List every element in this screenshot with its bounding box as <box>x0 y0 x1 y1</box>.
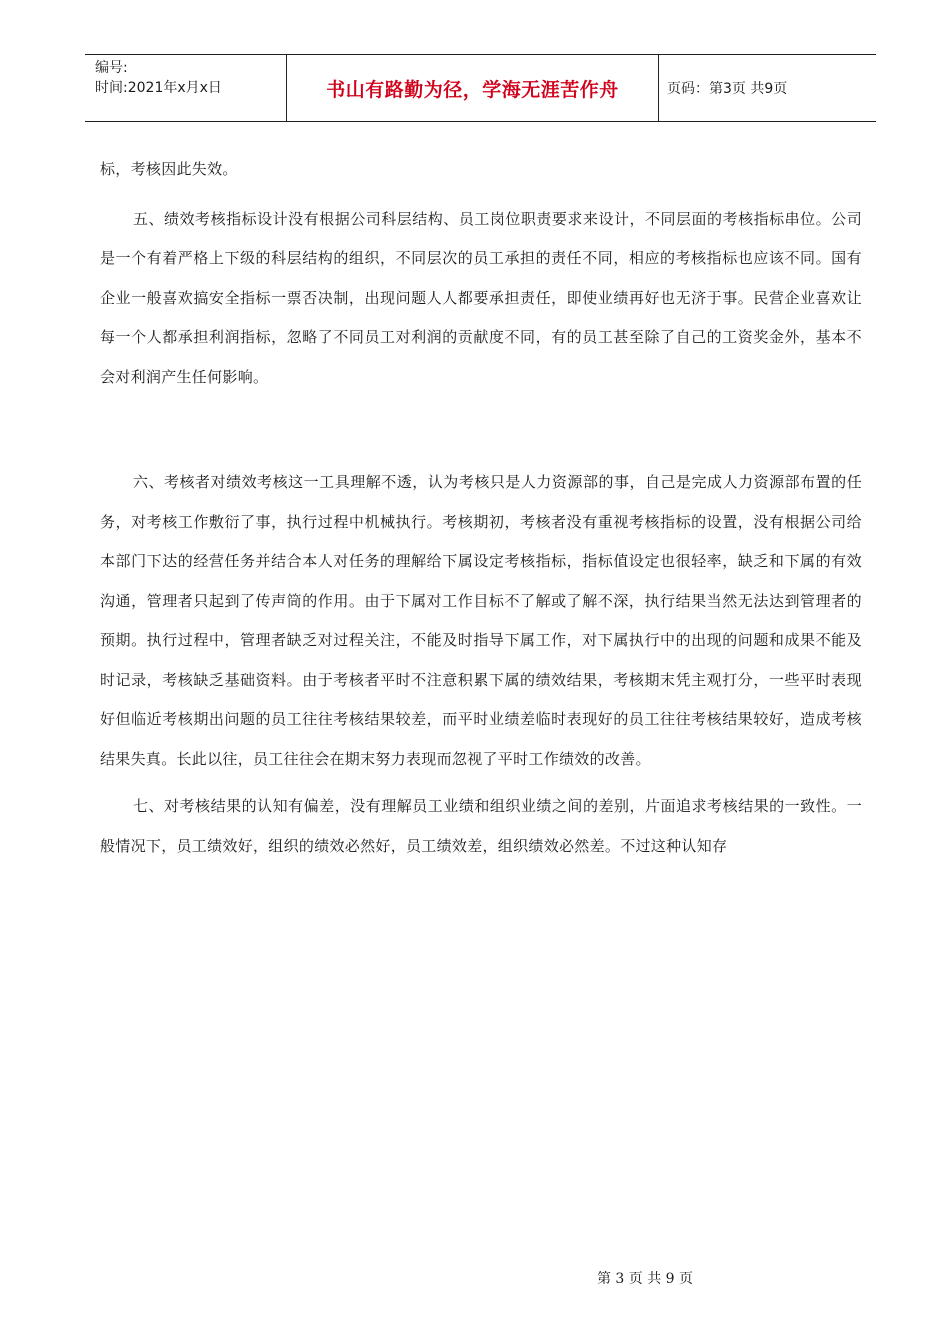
paragraph-section-6: 六、考核者对绩效考核这一工具理解不透，认为考核只是人力资源部的事，自己是完成人力资源部布置的任务，对考核工作敷衍了事，执行过程中机械执行。考核期初，考核者没有重视考核指标的设置，没有根据公司给本部门下达的经营任务并结合本人对任务的理解给下属设定考核指标，指标值设定也很轻率，缺乏和下属的有效沟通，管理者只起到了传声筒的作用。由于下属对工作目标不了解或了解不深，执行结果当然无法达到管理者的预期。执行过程中，管理者缺乏对过程关注，不能及时指导下属工作，对下属执行中的出现的问题和成果不能及时记录，考核缺乏基础资料。由于考核者平时不注意积累下属的绩效结果，考核期末凭主观打分，一些平时表现好但临近考核期出问题的员工往往考核结果较差，而平时业绩差临时表现好的员工往往考核结果较好，造成考核结果失真。长此以往，员工往往会在期末努力表现而忽视了平时工作绩效的改善。 <box>100 473 862 768</box>
page-header <box>85 54 876 122</box>
document-body <box>100 150 862 866</box>
header-info-cell <box>85 55 287 121</box>
document-number-label: 编号: <box>95 60 128 76</box>
header-motto: 书山有路勤为径，学海无涯苦作舟 <box>287 55 659 121</box>
header-page-code: 页码：第3页 共9页 <box>667 81 788 97</box>
document-time-label: 时间:2021年x月x日 <box>95 80 222 96</box>
paragraph-continuation: 标，考核因此失效。 <box>100 160 238 178</box>
paragraph-section-7: 七、对考核结果的认知有偏差，没有理解员工业绩和组织业绩之间的差别，片面追求考核结果的一致性。一般情况下，员工绩效好，组织的绩效必然好，员工绩效差，组织绩效必然差。不过这种认知存 <box>100 797 862 855</box>
page-footer: 第 3 页 共 9 页 <box>596 1271 694 1287</box>
paragraph-section-5: 五、绩效考核指标设计没有根据公司科层结构、员工岗位职责要求来设计，不同层面的考核指标串位。公司是一个有着严格上下级的科层结构的组织，不同层次的员工承担的责任不同，相应的考核指标也应该不同。国有企业一般喜欢搞安全指标一票否决制，出现问题人人都要承担责任，即使业绩再好也无济于事。民营企业喜欢让每一个人都承担利润指标，忽略了不同员工对利润的贡献度不同，有的员工甚至除了自己的工资奖金外，基本不会对利润产生任何影响。 <box>100 209 862 386</box>
